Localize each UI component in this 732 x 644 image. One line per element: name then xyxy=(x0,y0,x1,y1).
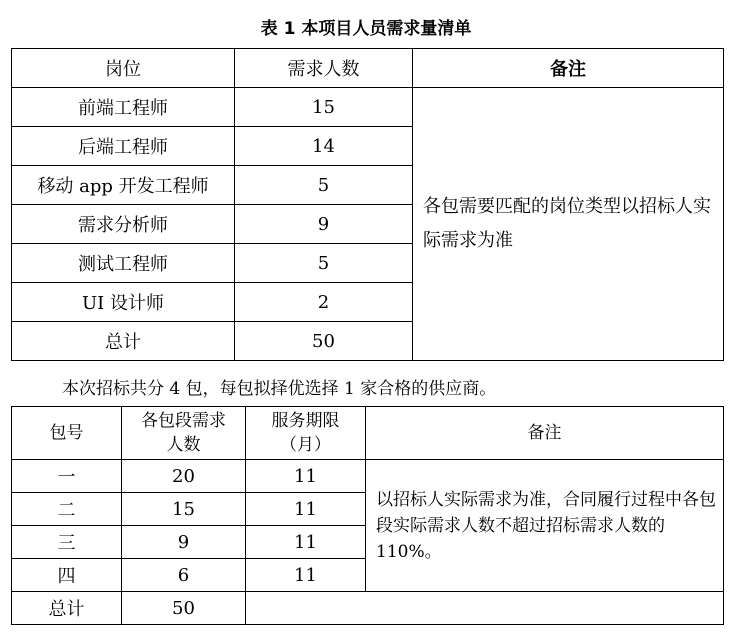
count-cell: 20 xyxy=(122,460,246,493)
header-package: 包号 xyxy=(12,407,122,460)
total-value: 50 xyxy=(235,322,413,361)
header-count: 需求人数 xyxy=(235,49,413,88)
table-header-row xyxy=(12,49,724,88)
count-cell: 2 xyxy=(235,283,413,322)
role-cell: 需求分析师 xyxy=(12,205,235,244)
header-package-count-text: 各包段需求人数 xyxy=(141,411,226,455)
table-row xyxy=(12,88,724,127)
package-cell: 一 xyxy=(12,460,122,493)
table-row xyxy=(12,460,724,493)
role-cell: 前端工程师 xyxy=(12,88,235,127)
package-paragraph: 本次招标共分 4 包，每包拟择优选择 1 家合格的供应商。 xyxy=(62,379,497,399)
total-row xyxy=(12,592,724,625)
staff-demand-table xyxy=(11,48,724,361)
package-cell: 四 xyxy=(12,559,122,592)
count-cell: 5 xyxy=(235,166,413,205)
package-cell: 三 xyxy=(12,526,122,559)
header-service-period-text: 服务期限（月） xyxy=(271,411,340,455)
package-cell: 二 xyxy=(12,493,122,526)
count-cell: 5 xyxy=(235,244,413,283)
header-package-count xyxy=(122,407,246,460)
header-role: 岗位 xyxy=(12,49,235,88)
notes-cell: 以招标人实际需求为准，合同履行过程中各包段实际需求人数不超过招标需求人数的110%。 xyxy=(366,460,724,592)
total-label: 总计 xyxy=(12,322,235,361)
role-cell: 测试工程师 xyxy=(12,244,235,283)
months-cell: 11 xyxy=(246,526,366,559)
months-cell: 11 xyxy=(246,460,366,493)
total-value: 50 xyxy=(122,592,246,625)
header-service-period xyxy=(246,407,366,460)
table1-title: 表 1 本项目人员需求量清单 xyxy=(260,19,472,39)
empty-cell xyxy=(246,592,724,625)
role-cell: 移动 app 开发工程师 xyxy=(12,166,235,205)
count-cell: 14 xyxy=(235,127,413,166)
role-cell: 后端工程师 xyxy=(12,127,235,166)
header-notes: 备注 xyxy=(366,407,724,460)
count-cell: 6 xyxy=(122,559,246,592)
role-cell: UI 设计师 xyxy=(12,283,235,322)
package-table xyxy=(11,406,724,625)
months-cell: 11 xyxy=(246,493,366,526)
table-header-row xyxy=(12,407,724,460)
header-notes: 备注 xyxy=(413,49,724,88)
count-cell: 15 xyxy=(235,88,413,127)
months-cell: 11 xyxy=(246,559,366,592)
count-cell: 9 xyxy=(235,205,413,244)
count-cell: 9 xyxy=(122,526,246,559)
notes-cell: 各包需要匹配的岗位类型以招标人实际需求为准 xyxy=(413,88,724,361)
count-cell: 15 xyxy=(122,493,246,526)
total-label: 总计 xyxy=(12,592,122,625)
